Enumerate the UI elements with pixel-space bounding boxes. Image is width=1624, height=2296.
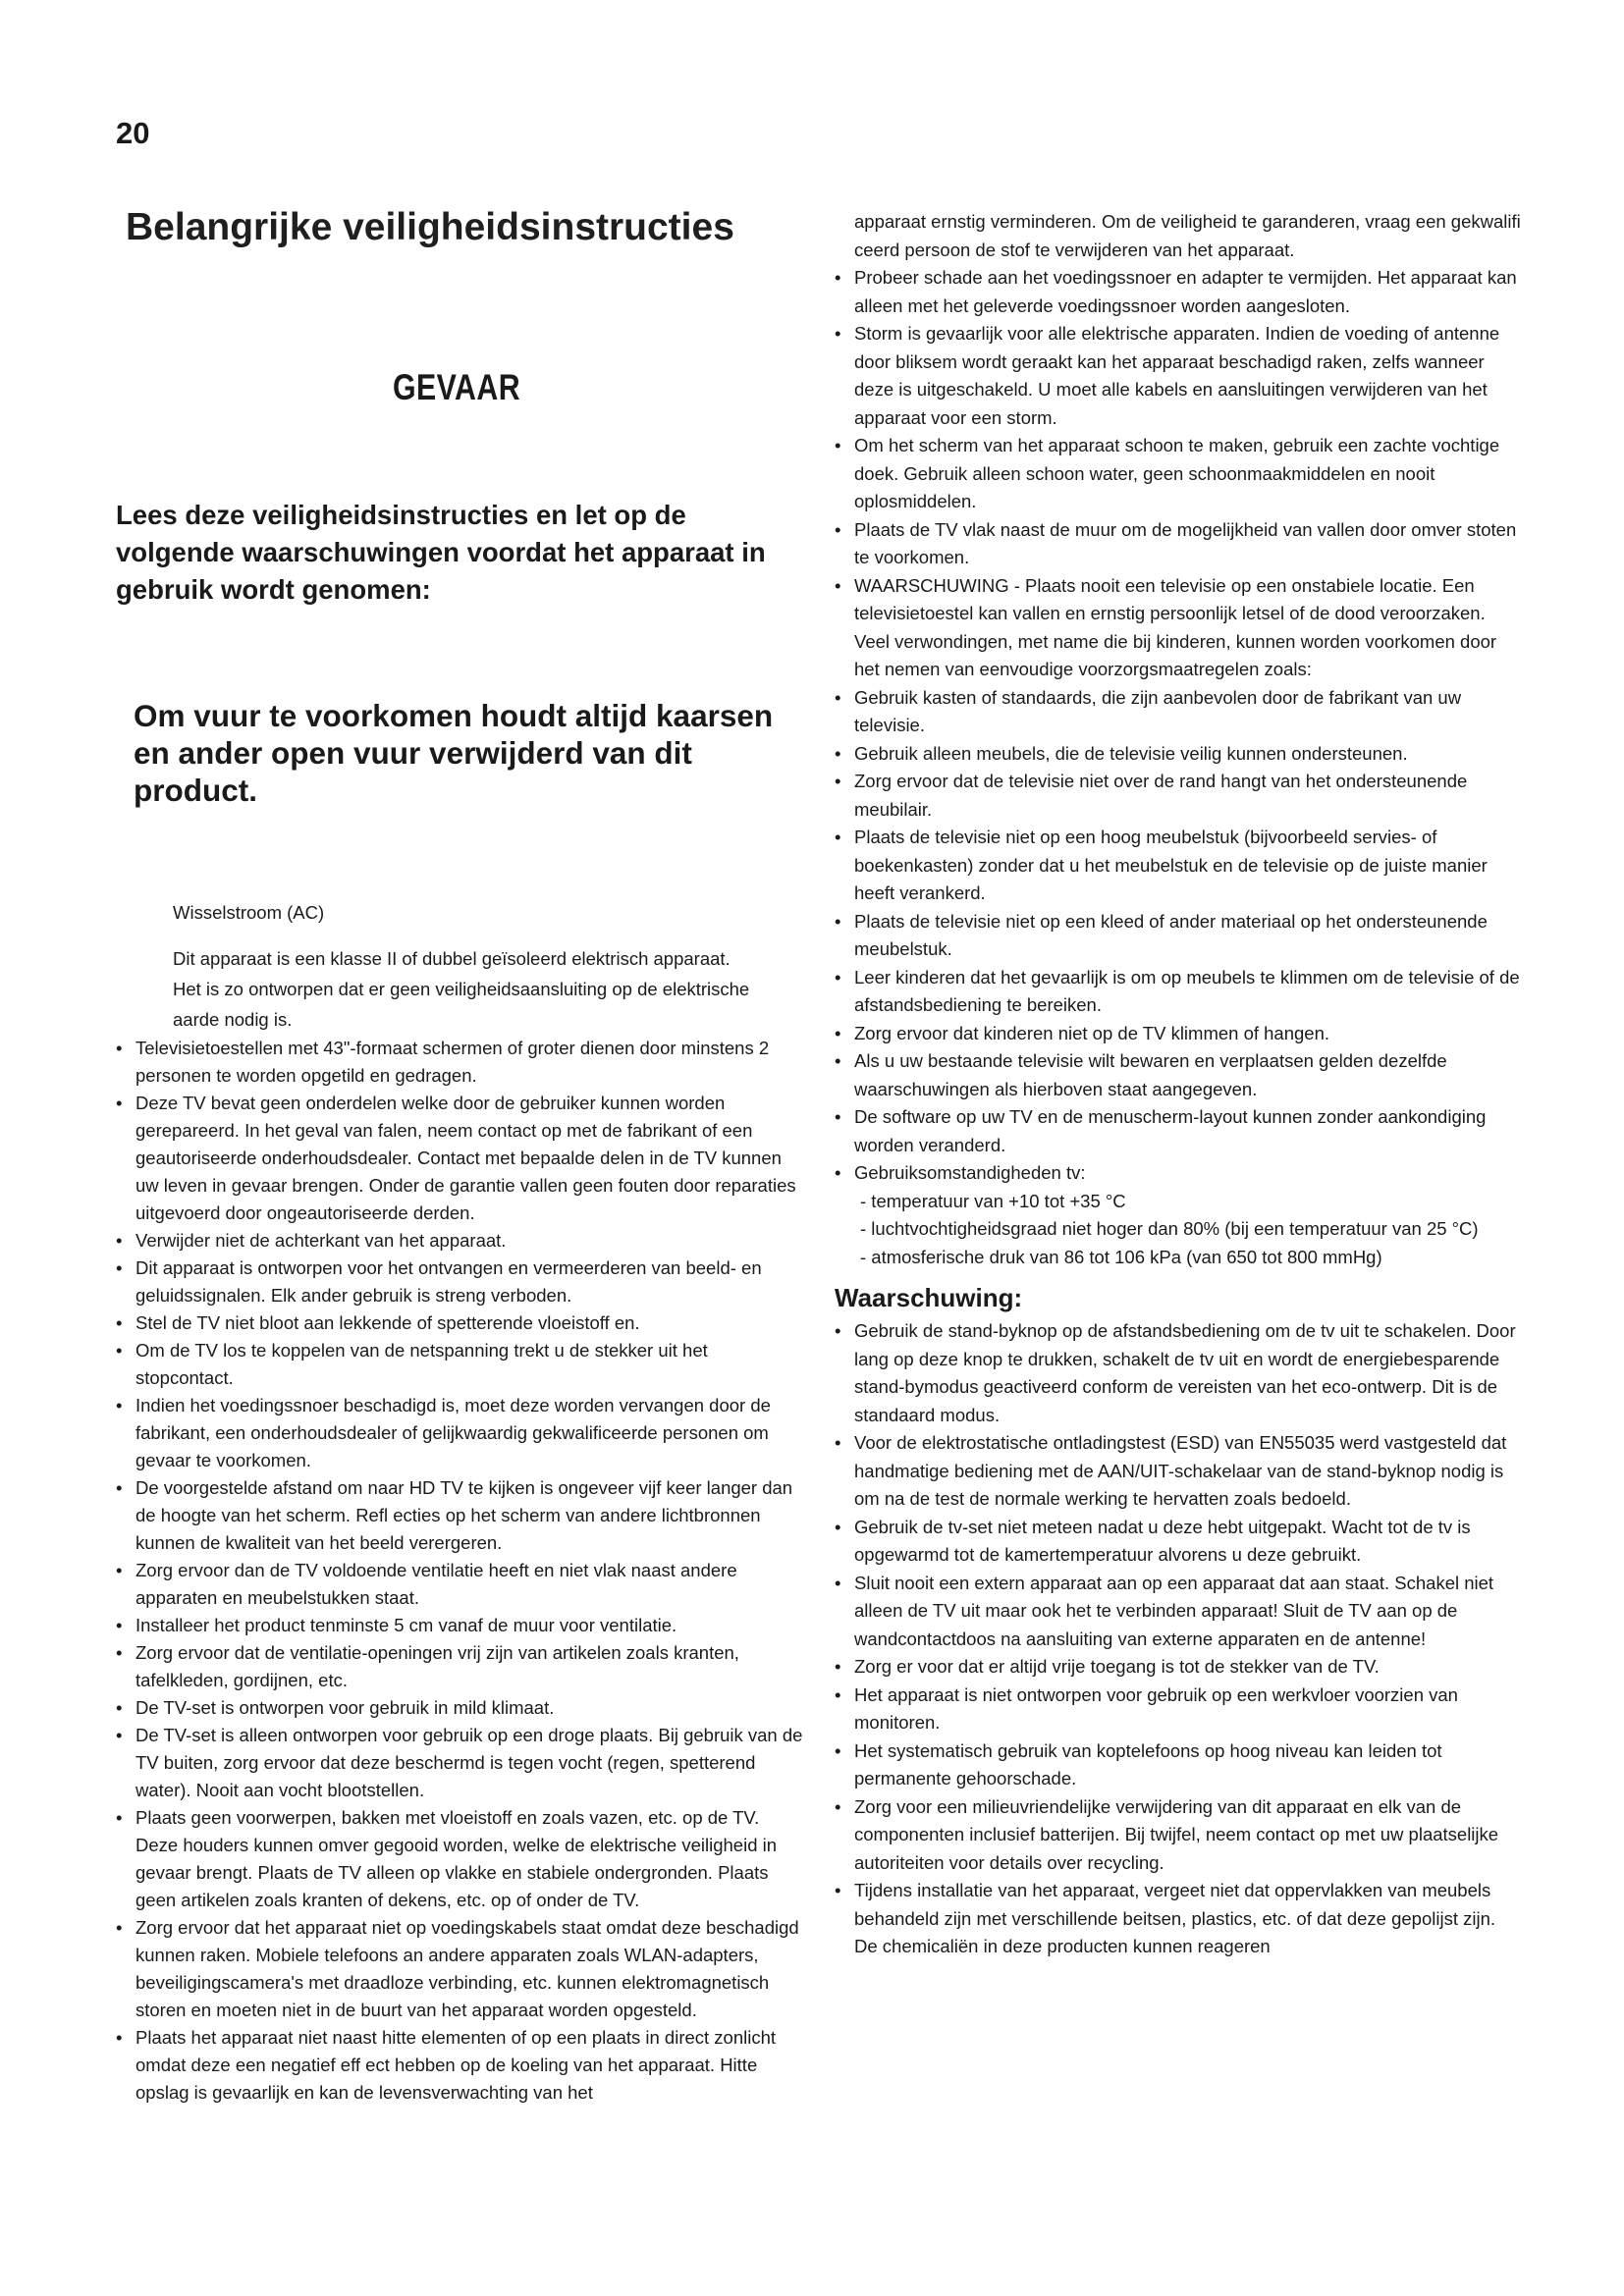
- list-item: [835, 1047, 1522, 1103]
- list-item: [116, 1612, 803, 1639]
- list-item: [116, 1557, 803, 1612]
- list-item: [835, 516, 1522, 572]
- bullet-icon: •: [835, 1683, 841, 1705]
- list-item: [835, 1793, 1522, 1878]
- bullet-icon: •: [835, 1572, 841, 1593]
- bullet-icon: •: [116, 1697, 123, 1718]
- bullet-icon: •: [116, 1093, 123, 1113]
- list-item: [835, 1653, 1522, 1682]
- list-item-text: De voorgestelde afstand om naar HD TV te kijken is ongeveer vijf keer langer dan de hoogte van het scherm. Refl ecties op het scherm van andere lichtbronnen kunnen de kwaliteit van het beeld verergeren.: [135, 1477, 793, 1553]
- bullet-icon: •: [116, 2027, 123, 2048]
- list-item: [835, 1159, 1522, 1188]
- list-item-text: Zorg er voor dat er altijd vrije toegang is tot de stekker van de TV.: [854, 1656, 1380, 1677]
- list-item: [835, 320, 1522, 432]
- bullet-icon: •: [835, 1880, 841, 1900]
- list-item-text: Dit apparaat is ontworpen voor het ontvangen en vermeerderen van beeld- en geluidssignalen. Elk ander gebruik is streng verboden.: [135, 1257, 762, 1306]
- condition-item: - luchtvochtigheidsgraad niet hoger dan 80% (bij een temperatuur van 25 °C): [860, 1218, 1479, 1239]
- bullet-icon: •: [835, 1795, 841, 1817]
- bullet-icon: •: [835, 1516, 841, 1537]
- list-item-text: Gebruik de stand-byknop op de afstandsbediening om de tv uit te schakelen. Door lang op deze knop te drukken, schakelt de tv uit en wordt de energiebesparende stand-bymodus geactiveerd conform de vereisten van het eco-ontwerp. Dit is de standaard modus.: [854, 1320, 1516, 1425]
- list-item: [116, 1090, 803, 1227]
- list-item-text: Verwijder niet de achterkant van het apparaat.: [135, 1230, 507, 1251]
- right-column: [835, 208, 1522, 1961]
- bullet-icon: •: [835, 435, 841, 455]
- bullet-icon: •: [116, 1038, 123, 1058]
- list-item: [835, 264, 1522, 320]
- list-item-text: Indien het voedingssnoer beschadigd is, moet deze worden vervangen door de fabrikant, een onderhoudsdealer of gelijkwaardig gekwalificeerde personen om gevaar te voorkomen.: [135, 1395, 771, 1470]
- intro-text: Lees deze veiligheidsinstructies en let op de volgende waarschuwingen voordat het apparaat in gebruik wordt genomen:: [116, 500, 766, 605]
- list-item: [116, 2024, 803, 2107]
- list-item: [835, 964, 1522, 1020]
- conditions-list: [835, 1188, 1522, 1272]
- list-item-text: Om de TV los te koppelen van de netspanning trekt u de stekker uit het stopcontact.: [135, 1340, 708, 1388]
- list-item-text: De software op uw TV en de menuscherm-layout kunnen zonder aankondiging worden veranderd.: [854, 1106, 1487, 1155]
- list-item: [835, 768, 1522, 824]
- bullet-icon: •: [835, 966, 841, 988]
- bullet-icon: •: [835, 574, 841, 596]
- bullet-icon: •: [116, 1340, 123, 1361]
- list-item: [116, 1914, 803, 2024]
- bullet-icon: •: [835, 1162, 841, 1183]
- bullet-icon: •: [835, 1656, 841, 1677]
- bullet-icon: •: [116, 1642, 123, 1663]
- list-item-text: Plaats het apparaat niet naast hitte elementen of op een plaats in direct zonlicht omdat deze een negatief eff ect hebben op de koeling van het apparaat. Hitte opslag is gevaarlijk en kan de levensverwachting van het: [135, 2027, 777, 2103]
- list-item-text: Gebruik alleen meubels, die de televisie veilig kunnen ondersteunen.: [854, 742, 1408, 764]
- list-item-text: Als u uw bestaande televisie wilt bewaren en verplaatsen gelden dezelfde waarschuwingen als hierboven staat aangegeven.: [854, 1050, 1447, 1099]
- list-item-text: Plaats geen voorwerpen, bakken met vloeistoff en zoals vazen, etc. op de TV. Deze houders kunnen omver gegooid worden, welke de elektrische veiligheid in gevaar brengt. Plaats de TV alleen op vlakke en stabiele ondergronden. Plaats geen artikelen zoals kranten of dekens, etc. op of onder de TV.: [135, 1807, 778, 1910]
- list-item-text: Probeer schade aan het voedingssnoer en adapter te vermijden. Het apparaat kan alleen met het geleverde voedingssnoer worden aangesloten.: [854, 267, 1517, 316]
- list-item: [835, 1317, 1522, 1429]
- list-item: [835, 824, 1522, 908]
- fire-warning: Om vuur te voorkomen houdt altijd kaarsen en ander open vuur verwijderd van dit product.: [134, 698, 774, 808]
- list-item-text: Zorg ervoor dan de TV voldoende ventilatie heeft en niet vlak naast andere apparaten en meubelstukken staat.: [135, 1560, 737, 1608]
- list-item-text: Het apparaat is niet ontworpen voor gebruik op een werkvloer voorzien van monitoren.: [854, 1683, 1458, 1733]
- list-item: [116, 1639, 803, 1694]
- list-item: [835, 1020, 1522, 1048]
- ac-text: Dit apparaat is een klasse II of dubbel geïsoleerd elektrisch apparaat. Het is zo ontworpen dat er geen veiligheidsaansluiting op de elektrische aarde nodig is.: [173, 948, 750, 1030]
- list-item-text: Storm is gevaarlijk voor alle elektrische apparaten. Indien de voeding of antenne door bliksem wordt geraakt kan het apparaat beschadigd raken, zelfs wanneer deze is uitgeschakeld. U moet alle kabels en aansluitingen verwijderen van het apparaat voor een storm.: [854, 323, 1500, 428]
- bullet-icon: •: [835, 910, 841, 932]
- list-item-text: Het systematisch gebruik van koptelefoons op hoog niveau kan leiden tot permanente gehoorschade.: [854, 1739, 1442, 1789]
- list-item: [835, 1514, 1522, 1570]
- list-item: [116, 1474, 803, 1557]
- warning-heading: Waarschuwing:: [835, 1283, 1023, 1312]
- list-item: [116, 1309, 803, 1337]
- list-item: [835, 1103, 1522, 1159]
- list-item: [835, 1570, 1522, 1654]
- bullet-icon: •: [116, 1807, 123, 1828]
- list-item-text: Plaats de televisie niet op een kleed of ander materiaal op het ondersteunende meubelstuk.: [854, 910, 1488, 959]
- ac-section: [173, 897, 752, 1035]
- left-bullet-list: [116, 1035, 803, 2107]
- list-item-text: Zorg voor een milieuvriendelijke verwijdering van dit apparaat en elk van de componenten inclusief batterijen. Bij twijfel, neem contact op met uw plaatselijke autoriteiten voor details over recycling.: [854, 1795, 1499, 1873]
- bullet-icon: •: [116, 1725, 123, 1745]
- list-item-text: Gebruik kasten of standaards, die zijn aanbevolen door de fabrikant van uw televisie.: [854, 686, 1462, 735]
- list-item: [116, 1722, 803, 1804]
- danger-heading: GEVAAR: [393, 367, 521, 407]
- list-item: [835, 1877, 1522, 1961]
- list-item-text: Televisietoestellen met 43"-formaat schermen of groter dienen door minstens 2 personen te worden opgetild en gedragen.: [135, 1038, 770, 1086]
- list-item: [116, 1392, 803, 1474]
- list-item: [116, 1804, 803, 1914]
- list-item-text: Plaats de TV vlak naast de muur om de mogelijkheid van vallen door omver stoten te voorkomen.: [854, 518, 1517, 567]
- list-item-text: Installeer het product tenminste 5 cm vanaf de muur voor ventilatie.: [135, 1615, 677, 1635]
- list-item-text: WAARSCHUWING - Plaats nooit een televisie op een onstabiele locatie. Een televisietoestel kan vallen en ernstig persoonlijk letsel of de dood veroorzaken. Veel verwondingen, met name die bij kinderen, kunnen worden voorkomen door het nemen van eenvoudige voorzorgsmaatregelen zoals:: [854, 574, 1497, 679]
- bullet-icon: •: [116, 1257, 123, 1278]
- bullet-icon: •: [835, 1106, 841, 1127]
- bullet-icon: •: [835, 1050, 841, 1071]
- list-item-text: Plaats de televisie niet op een hoog meubelstuk (bijvoorbeeld servies- of boekenkasten) zonder dat u het meubelstuk en de televisie op de juiste manier heeft verankerd.: [854, 827, 1488, 903]
- list-item-text: Gebruik de tv-set niet meteen nadat u deze hebt uitgepakt. Wacht tot de tv is opgewarmd tot de kamertemperatuur alvorens u deze gebruikt.: [854, 1516, 1471, 1565]
- list-item-text: Zorg ervoor dat de televisie niet over de rand hangt van het ondersteunende meubilair.: [854, 771, 1468, 820]
- list-item: [116, 1227, 803, 1255]
- bullet-icon: •: [835, 518, 841, 540]
- list-item-text: Om het scherm van het apparaat schoon te maken, gebruik een zachte vochtige doek. Gebruik alleen schoon water, geen schoonmaakmiddelen en nooit oplosmiddelen.: [854, 435, 1500, 511]
- list-item: [835, 908, 1522, 964]
- list-item-text: Gebruiksomstandigheden tv:: [854, 1162, 1086, 1183]
- list-item: [835, 1737, 1522, 1793]
- bullet-icon: •: [116, 1917, 123, 1938]
- bullet-icon: •: [835, 267, 841, 288]
- bullet-icon: •: [116, 1477, 123, 1498]
- list-item: [835, 1429, 1522, 1514]
- bullet-icon: •: [835, 742, 841, 764]
- list-item-text: Sluit nooit een extern apparaat aan op een apparaat dat aan staat. Schakel niet alleen de TV uit maar ook het te verbinden apparaat! Sluit de TV aan op de wandcontactdoos na aansluiting van externe apparaten en de antenne!: [854, 1572, 1494, 1649]
- list-item: [835, 1682, 1522, 1737]
- bullet-icon: •: [116, 1230, 123, 1251]
- list-item: [835, 432, 1522, 516]
- list-item-text: De TV-set is alleen ontworpen voor gebruik op een droge plaats. Bij gebruik van de TV buiten, zorg ervoor dat deze beschermd is tegen vocht (regen, spetterend water). Nooit aan vocht blootstellen.: [135, 1725, 803, 1800]
- page-title: Belangrijke veiligheidsinstructies: [126, 206, 734, 248]
- list-item-text: Zorg ervoor dat de ventilatie-openingen vrij zijn van artikelen zoals kranten, tafelkleden, gordijnen, etc.: [135, 1642, 739, 1690]
- bullet-icon: •: [116, 1312, 123, 1333]
- ac-label: Wisselstroom (AC): [173, 902, 325, 923]
- list-item-text: Zorg ervoor dat kinderen niet op de TV klimmen of hangen.: [854, 1022, 1330, 1043]
- bullet-icon: •: [835, 1022, 841, 1043]
- list-item: [116, 1694, 803, 1722]
- bullet-icon: •: [835, 1432, 841, 1453]
- list-item-text: Zorg ervoor dat het apparaat niet op voedingskabels staat omdat deze beschadigd kunnen raken. Mobiele telefoons an andere apparaten zoals WLAN-adapters, beveiligingscamera's met draadloze verbinding, etc. kunnen elektromagnetisch storen en moeten niet in de buurt van het apparaat worden opgesteld.: [135, 1917, 799, 2020]
- right-bullet-list-a: [835, 264, 1522, 1188]
- condition-item: - atmosferische druk van 86 tot 106 kPa (van 650 tot 800 mmHg): [860, 1246, 1382, 1267]
- list-item: [835, 740, 1522, 769]
- condition-item: - temperatuur van +10 tot +35 °C: [860, 1190, 1126, 1211]
- list-item: [116, 1337, 803, 1392]
- list-item: [835, 684, 1522, 740]
- bullet-icon: •: [835, 771, 841, 791]
- list-item-text: De TV-set is ontworpen voor gebruik in mild klimaat.: [135, 1697, 555, 1718]
- list-item-text: Tijdens installatie van het apparaat, vergeet niet dat oppervlakken van meubels behandeld zijn met verschillende beitsen, plastics, etc. of dat deze gepolijst zijn. De chemicaliën in deze producten kunnen reageren: [854, 1880, 1496, 1956]
- page-number: 20: [116, 116, 150, 150]
- list-item: [835, 572, 1522, 684]
- left-column: [116, 206, 803, 2107]
- right-bullet-list-b: [835, 1317, 1522, 1961]
- bullet-icon: •: [835, 1320, 841, 1341]
- bullet-icon: •: [116, 1615, 123, 1635]
- continuation-text: apparaat ernstig verminderen. Om de veiligheid te garanderen, vraag een gekwalifi ceerd persoon de stof te verwijderen van het apparaat.: [854, 211, 1521, 260]
- list-item: [116, 1035, 803, 1090]
- bullet-icon: •: [116, 1560, 123, 1580]
- list-item-text: Stel de TV niet bloot aan lekkende of spetterende vloeistoff en.: [135, 1312, 640, 1333]
- bullet-icon: •: [835, 323, 841, 344]
- bullet-icon: •: [116, 1395, 123, 1415]
- list-item-text: Voor de elektrostatische ontladingstest (ESD) van EN55035 werd vastgesteld dat handmatige bediening met de AAN/UIT-schakelaar van de stand-byknop nodig is om na de test de normale werking te hervatten zoals bedoeld.: [854, 1432, 1507, 1509]
- list-item-text: Leer kinderen dat het gevaarlijk is om op meubels te klimmen om de televisie of de afstandsbediening te bereiken.: [854, 966, 1520, 1015]
- bullet-icon: •: [835, 1739, 841, 1761]
- list-item: [116, 1255, 803, 1309]
- bullet-icon: •: [835, 827, 841, 847]
- list-item-text: Deze TV bevat geen onderdelen welke door de gebruiker kunnen worden gerepareerd. In het geval van falen, neem contact op met de fabrikant of een geautoriseerde onderhoudsdealer. Contact met bepaalde delen in de TV kunnen uw leven in gevaar brengen. Onder de garantie vallen geen fouten door reparaties uitgevoerd door ongeautoriseerde derden.: [135, 1093, 796, 1223]
- bullet-icon: •: [835, 686, 841, 708]
